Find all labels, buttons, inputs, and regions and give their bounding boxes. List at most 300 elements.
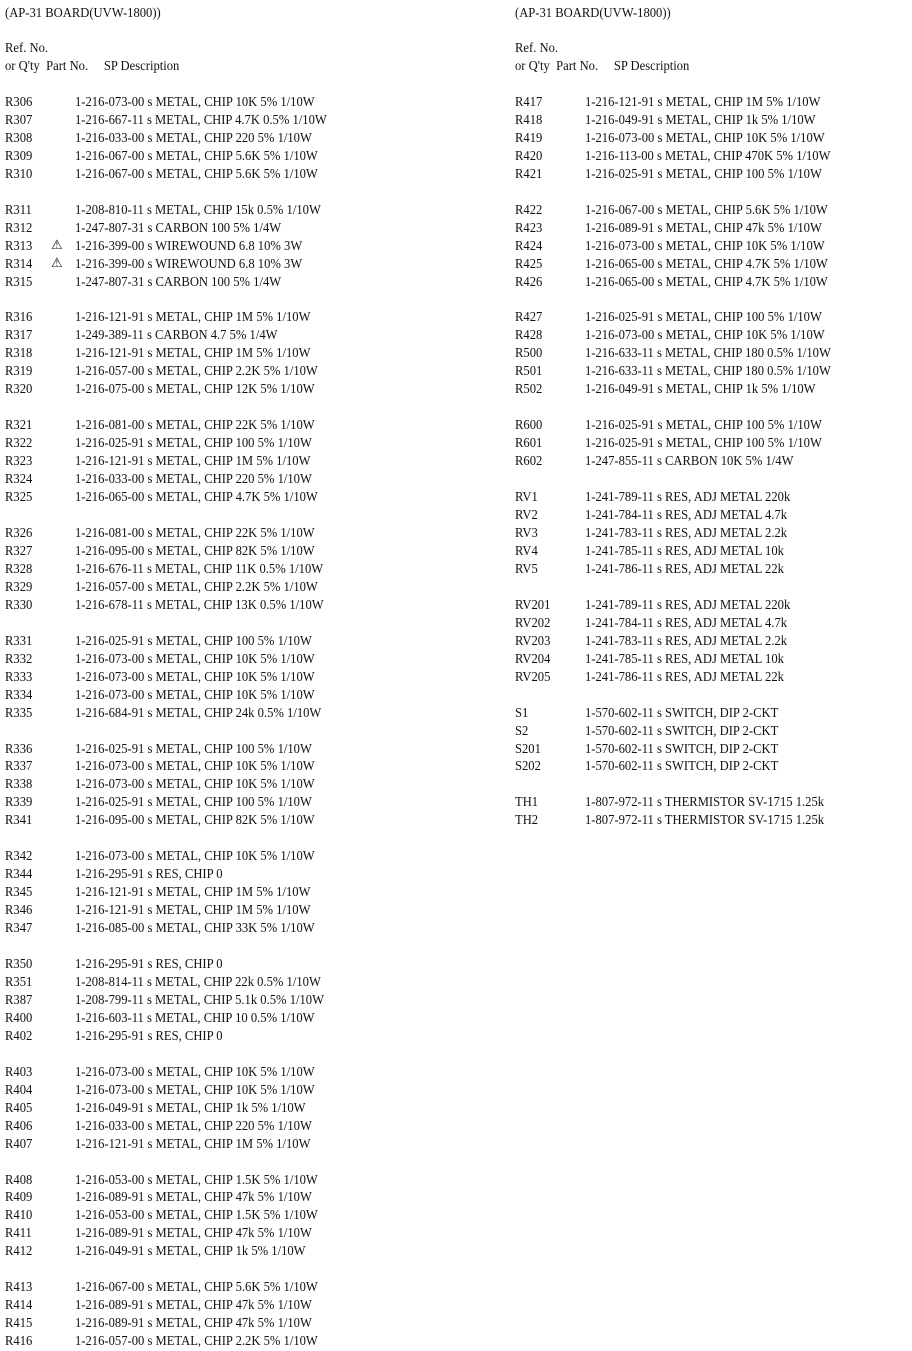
- ref-no: R324: [5, 472, 33, 487]
- part-entry: [75, 202, 321, 219]
- part-number: 1-216-089-91: [75, 1190, 145, 1205]
- sp-code: s: [147, 544, 153, 559]
- part-entry: [75, 1279, 318, 1296]
- part-number: 1-216-073-00: [75, 1065, 145, 1080]
- part-description: WIREWOUND 6.8 10% 3W: [155, 239, 303, 254]
- sp-code: s: [147, 1334, 153, 1349]
- sp-code: s: [147, 921, 153, 936]
- ref-no: R410: [5, 1208, 33, 1223]
- sp-code: s: [147, 221, 153, 236]
- ref-no: R427: [515, 310, 543, 325]
- sp-code: s: [656, 149, 662, 164]
- sp-code: s: [147, 777, 153, 792]
- part-number: 1-216-049-91: [585, 382, 655, 397]
- sp-code: s: [147, 346, 153, 361]
- part-description: METAL, CHIP 1k 5% 1/10W: [155, 1244, 306, 1259]
- ref-no: RV3: [515, 526, 538, 541]
- part-description: METAL, CHIP 1.5K 5% 1/10W: [155, 1173, 318, 1188]
- sp-code: s: [147, 454, 153, 469]
- sp-code: s: [147, 1065, 153, 1080]
- ref-no: R600: [515, 418, 543, 433]
- part-number: 1-216-057-00: [75, 364, 145, 379]
- ref-no: R328: [5, 562, 33, 577]
- part-number: 1-216-073-00: [585, 131, 655, 146]
- part-description: METAL, CHIP 100 5% 1/10W: [665, 167, 822, 182]
- ref-no: RV4: [515, 544, 538, 559]
- sp-code: s: [147, 670, 153, 685]
- part-entry: [75, 327, 278, 344]
- sp-code: s: [147, 1226, 153, 1241]
- part-number: 1-216-067-00: [75, 149, 145, 164]
- sp-code: s: [657, 275, 663, 290]
- sp-code: s: [147, 490, 153, 505]
- part-description: RES, CHIP 0: [155, 957, 223, 972]
- sp-code: s: [147, 903, 153, 918]
- sp-code: s: [147, 885, 153, 900]
- ref-no: R329: [5, 580, 33, 595]
- ref-no: R322: [5, 436, 33, 451]
- part-number: 1-241-785-11: [585, 544, 654, 559]
- sp-code: s: [657, 382, 663, 397]
- sp-code: s: [656, 508, 662, 523]
- ref-no: R417: [515, 95, 543, 110]
- part-description: METAL, CHIP 4.7K 5% 1/10W: [665, 257, 828, 272]
- part-number: 1-216-095-00: [75, 813, 145, 828]
- part-entry: [75, 992, 324, 1009]
- ref-no: R407: [5, 1137, 33, 1152]
- part-entry: [585, 741, 778, 758]
- part-entry: [75, 1172, 318, 1189]
- ref-no: R418: [515, 113, 543, 128]
- ref-no: R387: [5, 993, 33, 1008]
- ref-no: R326: [5, 526, 33, 541]
- part-number: 1-570-602-11: [585, 759, 654, 774]
- sp-code: s: [147, 1244, 153, 1259]
- sp-code: s: [657, 131, 663, 146]
- part-entry: [75, 1118, 312, 1135]
- part-entry: [75, 651, 315, 668]
- sp-code: s: [147, 95, 153, 110]
- part-number: 1-570-602-11: [585, 742, 654, 757]
- ref-no: R314: [5, 257, 33, 272]
- ref-no: R311: [5, 203, 32, 218]
- part-entry: [75, 130, 312, 147]
- ref-no: R327: [5, 544, 33, 559]
- part-number: 1-216-025-91: [75, 742, 145, 757]
- part-description: METAL, CHIP 10K 5% 1/10W: [155, 1065, 315, 1080]
- part-entry: [585, 812, 824, 829]
- board-title: (AP-31 BOARD(UVW-1800)): [5, 6, 161, 21]
- ref-no: R335: [5, 706, 33, 721]
- part-number: 1-216-049-91: [585, 113, 655, 128]
- sp-code: s: [147, 742, 153, 757]
- part-entry: [585, 705, 778, 722]
- part-description: THERMISTOR SV-1715 1.25k: [664, 795, 825, 810]
- part-description: METAL, CHIP 10K 5% 1/10W: [155, 759, 315, 774]
- sp-code: s: [147, 759, 153, 774]
- part-description: RES, ADJ METAL 10k: [665, 544, 784, 559]
- ref-no: R346: [5, 903, 33, 918]
- ref-no: R413: [5, 1280, 33, 1295]
- sp-code: s: [147, 1173, 153, 1188]
- part-number: 1-247-855-11: [585, 454, 654, 469]
- ref-no: R502: [515, 382, 543, 397]
- part-description: CARBON 4.7 5% 1/4W: [155, 328, 278, 343]
- part-number: 1-241-784-11: [585, 616, 654, 631]
- part-description: METAL, CHIP 4.7K 5% 1/10W: [155, 490, 318, 505]
- part-entry: [75, 1243, 306, 1260]
- sp-code: s: [656, 490, 662, 505]
- part-description: METAL, CHIP 4.7K 5% 1/10W: [665, 275, 828, 290]
- sp-code: s: [657, 436, 663, 451]
- part-entry: [585, 453, 793, 470]
- part-entry: [75, 669, 315, 686]
- sp-code: s: [147, 688, 153, 703]
- sp-code: s: [657, 418, 663, 433]
- sp-code: s: [147, 867, 153, 882]
- ref-no: S1: [515, 706, 529, 721]
- part-entry: [75, 884, 310, 901]
- part-number: 1-216-057-00: [75, 580, 145, 595]
- part-description: METAL, CHIP 1M 5% 1/10W: [155, 885, 311, 900]
- part-number: 1-807-972-11: [585, 795, 654, 810]
- ref-no: R350: [5, 957, 33, 972]
- part-description: METAL, CHIP 1k 5% 1/10W: [665, 113, 816, 128]
- part-number: 1-216-676-11: [75, 562, 144, 577]
- part-description: METAL, CHIP 10K 5% 1/10W: [155, 670, 315, 685]
- part-description: METAL, CHIP 100 5% 1/10W: [665, 418, 822, 433]
- part-number: 1-216-295-91: [75, 867, 145, 882]
- part-number: 1-216-065-00: [585, 257, 655, 272]
- part-number: 1-216-295-91: [75, 1029, 145, 1044]
- part-description: CARBON 100 5% 1/4W: [155, 221, 282, 236]
- part-number: 1-216-025-91: [585, 436, 655, 451]
- sp-code: s: [147, 1298, 153, 1313]
- part-number: 1-241-783-11: [585, 526, 654, 541]
- sp-code: s: [656, 598, 662, 613]
- sp-code: s: [146, 1011, 152, 1026]
- part-number: 1-216-295-91: [75, 957, 145, 972]
- ref-no: R332: [5, 652, 33, 667]
- part-description: SWITCH, DIP 2-CKT: [665, 724, 779, 739]
- part-number: 1-216-121-91: [75, 1137, 145, 1152]
- part-entry: [75, 381, 315, 398]
- ref-no: R601: [515, 436, 543, 451]
- part-description: METAL, CHIP 47k 5% 1/10W: [665, 221, 822, 236]
- sp-code: s: [147, 257, 153, 272]
- ref-no: R420: [515, 149, 543, 164]
- part-description: METAL, CHIP 10K 5% 1/10W: [665, 239, 825, 254]
- part-description: METAL, CHIP 5.6K 5% 1/10W: [155, 1280, 318, 1295]
- part-description: METAL, CHIP 180 0.5% 1/10W: [665, 346, 831, 361]
- ref-no: R321: [5, 418, 33, 433]
- part-entry: [75, 561, 323, 578]
- part-description: RES, ADJ METAL 4.7k: [665, 616, 788, 631]
- part-entry: [75, 1100, 306, 1117]
- ref-no: R347: [5, 921, 33, 936]
- part-number: 1-241-784-11: [585, 508, 654, 523]
- ref-no: R421: [515, 167, 543, 182]
- part-entry: [585, 525, 787, 542]
- part-entry: [585, 543, 784, 560]
- part-number: 1-216-121-91: [75, 885, 145, 900]
- part-entry: [585, 309, 822, 326]
- part-entry: [585, 130, 825, 147]
- part-number: 1-216-603-11: [75, 1011, 144, 1026]
- part-description: METAL, CHIP 13K 0.5% 1/10W: [155, 598, 324, 613]
- part-description: METAL, CHIP 47k 5% 1/10W: [155, 1226, 312, 1241]
- column-header-line-2: or Q'ty Part No. SP Description: [5, 59, 180, 74]
- part-number: 1-216-067-00: [585, 203, 655, 218]
- part-entry: [585, 327, 825, 344]
- part-number: 1-216-025-91: [75, 634, 145, 649]
- sp-code: s: [147, 1280, 153, 1295]
- part-number: 1-216-025-91: [75, 436, 145, 451]
- sp-code: s: [147, 849, 153, 864]
- part-entry: [75, 866, 223, 883]
- part-entry: [75, 489, 318, 506]
- part-description: RES, ADJ METAL 10k: [665, 652, 784, 667]
- sp-code: s: [147, 1137, 153, 1152]
- part-entry: [75, 274, 281, 291]
- sp-code: s: [657, 113, 663, 128]
- part-entry: [75, 1315, 312, 1332]
- part-number: 1-241-783-11: [585, 634, 654, 649]
- part-description: METAL, CHIP 47k 5% 1/10W: [155, 1190, 312, 1205]
- part-description: RES, ADJ METAL 2.2k: [665, 526, 788, 541]
- part-entry: [75, 1010, 315, 1027]
- safety-warning-icon: ⚠: [51, 256, 63, 271]
- part-description: RES, ADJ METAL 220k: [665, 490, 791, 505]
- part-entry: [75, 956, 223, 973]
- part-description: RES, ADJ METAL 22k: [665, 670, 784, 685]
- sp-code: s: [656, 562, 662, 577]
- sp-code: s: [147, 526, 153, 541]
- part-entry: [585, 615, 787, 632]
- part-description: METAL, CHIP 100 5% 1/10W: [665, 436, 822, 451]
- ref-no: R400: [5, 1011, 33, 1026]
- ref-no: R424: [515, 239, 543, 254]
- sp-code: s: [146, 975, 152, 990]
- part-entry: [75, 1333, 318, 1350]
- part-description: METAL, CHIP 33K 5% 1/10W: [155, 921, 315, 936]
- ref-no: R342: [5, 849, 33, 864]
- part-entry: [75, 1136, 310, 1153]
- sp-code: s: [657, 239, 663, 254]
- column-header-line-1: Ref. No.: [515, 41, 559, 56]
- sp-code: s: [147, 310, 153, 325]
- part-description: METAL, CHIP 12K 5% 1/10W: [155, 382, 315, 397]
- ref-no: R313: [5, 239, 33, 254]
- part-number: 1-216-073-00: [75, 652, 145, 667]
- part-description: METAL, CHIP 82K 5% 1/10W: [155, 544, 315, 559]
- sp-code: s: [657, 257, 663, 272]
- ref-no: R338: [5, 777, 33, 792]
- sp-code: s: [657, 203, 663, 218]
- sp-code: s: [656, 526, 662, 541]
- sp-code: s: [147, 795, 153, 810]
- part-description: RES, ADJ METAL 2.2k: [665, 634, 788, 649]
- part-description: METAL, CHIP 10K 5% 1/10W: [155, 95, 315, 110]
- part-entry: [75, 812, 315, 829]
- part-number: 1-216-075-00: [75, 382, 145, 397]
- ref-no: RV2: [515, 508, 538, 523]
- ref-no: R331: [5, 634, 33, 649]
- part-entry: [75, 1064, 315, 1081]
- ref-no: R500: [515, 346, 543, 361]
- sp-code: s: [656, 544, 662, 559]
- ref-no: R412: [5, 1244, 33, 1259]
- ref-no: S201: [515, 742, 541, 757]
- part-entry: [75, 525, 315, 542]
- ref-no: R344: [5, 867, 33, 882]
- ref-no: R406: [5, 1119, 33, 1134]
- sp-code: s: [656, 706, 662, 721]
- sp-code: s: [656, 364, 662, 379]
- part-description: RES, ADJ METAL 4.7k: [665, 508, 788, 523]
- part-entry: [75, 1082, 315, 1099]
- part-description: METAL, CHIP 10 0.5% 1/10W: [155, 1011, 315, 1026]
- part-entry: [585, 256, 828, 273]
- ref-no: R307: [5, 113, 33, 128]
- part-entry: [75, 902, 310, 919]
- sp-code: s: [656, 652, 662, 667]
- part-entry: [585, 166, 822, 183]
- part-description: CARBON 10K 5% 1/4W: [665, 454, 794, 469]
- part-entry: [75, 794, 312, 811]
- part-description: METAL, CHIP 10K 5% 1/10W: [155, 652, 315, 667]
- part-entry: [585, 220, 822, 237]
- ref-no: R602: [515, 454, 543, 469]
- part-entry: [75, 741, 312, 758]
- part-entry: [75, 148, 318, 165]
- part-number: 1-216-121-91: [585, 95, 655, 110]
- ref-no: RV1: [515, 490, 538, 505]
- part-entry: [75, 705, 321, 722]
- part-entry: [585, 238, 825, 255]
- part-number: 1-216-073-00: [75, 849, 145, 864]
- part-number: 1-216-095-00: [75, 544, 145, 559]
- part-description: METAL, CHIP 220 5% 1/10W: [155, 131, 312, 146]
- part-number: 1-216-073-00: [75, 1083, 145, 1098]
- sp-code: s: [147, 1029, 153, 1044]
- ref-no: R416: [5, 1334, 33, 1349]
- part-number: 1-216-121-91: [75, 346, 145, 361]
- part-number: 1-216-089-91: [585, 221, 655, 236]
- ref-no: S2: [515, 724, 529, 739]
- sp-code: s: [656, 454, 662, 469]
- ref-no: R333: [5, 670, 33, 685]
- sp-code: s: [656, 670, 662, 685]
- part-description: SWITCH, DIP 2-CKT: [665, 759, 779, 774]
- part-number: 1-216-121-91: [75, 454, 145, 469]
- ref-no: R325: [5, 490, 33, 505]
- ref-no: RV202: [515, 616, 551, 631]
- part-entry: [585, 274, 828, 291]
- sp-code: s: [147, 436, 153, 451]
- part-entry: [75, 238, 302, 255]
- sp-code: s: [147, 813, 153, 828]
- ref-no: R414: [5, 1298, 33, 1313]
- part-description: METAL, CHIP 220 5% 1/10W: [155, 472, 312, 487]
- sp-code: s: [147, 167, 153, 182]
- part-entry: [75, 1207, 318, 1224]
- sp-code: s: [656, 616, 662, 631]
- part-number: 1-216-667-11: [75, 113, 144, 128]
- ref-no: R345: [5, 885, 33, 900]
- sp-code: s: [147, 418, 153, 433]
- part-description: METAL, CHIP 4.7K 0.5% 1/10W: [155, 113, 327, 128]
- part-description: CARBON 100 5% 1/4W: [155, 275, 282, 290]
- part-entry: [585, 507, 787, 524]
- part-description: SWITCH, DIP 2-CKT: [665, 742, 779, 757]
- sp-code: s: [147, 275, 153, 290]
- sp-code: s: [146, 993, 152, 1008]
- ref-no: R402: [5, 1029, 33, 1044]
- sp-code: s: [656, 795, 662, 810]
- part-number: 1-208-814-11: [75, 975, 144, 990]
- ref-no: R320: [5, 382, 33, 397]
- sp-code: s: [657, 95, 663, 110]
- sp-code: s: [147, 634, 153, 649]
- sp-code: s: [147, 131, 153, 146]
- part-description: METAL, CHIP 100 5% 1/10W: [155, 634, 312, 649]
- part-entry: [585, 669, 784, 686]
- part-description: METAL, CHIP 1M 5% 1/10W: [155, 346, 311, 361]
- ref-no: R411: [5, 1226, 32, 1241]
- sp-code: s: [147, 364, 153, 379]
- ref-no: RV203: [515, 634, 551, 649]
- part-entry: [75, 220, 281, 237]
- sp-code: s: [656, 634, 662, 649]
- part-entry: [75, 1225, 312, 1242]
- part-number: 1-216-081-00: [75, 418, 145, 433]
- sp-code: s: [146, 203, 152, 218]
- part-number: 1-216-633-11: [585, 364, 654, 379]
- ref-no: R334: [5, 688, 33, 703]
- ref-no: R330: [5, 598, 33, 613]
- sp-code: s: [147, 1083, 153, 1098]
- part-number: 1-241-789-11: [585, 598, 654, 613]
- part-number: 1-216-025-91: [585, 418, 655, 433]
- part-number: 1-216-067-00: [75, 167, 145, 182]
- part-number: 1-216-065-00: [75, 490, 145, 505]
- ref-no: R419: [515, 131, 543, 146]
- part-entry: [75, 363, 318, 380]
- ref-no: R312: [5, 221, 33, 236]
- part-entry: [75, 309, 310, 326]
- part-description: RES, CHIP 0: [155, 867, 223, 882]
- part-number: 1-216-073-00: [75, 670, 145, 685]
- sp-code: s: [146, 562, 152, 577]
- part-entry: [585, 651, 784, 668]
- part-entry: [585, 94, 820, 111]
- sp-code: s: [656, 724, 662, 739]
- part-number: 1-241-786-11: [585, 562, 654, 577]
- sp-code: s: [146, 113, 152, 128]
- ref-no: R422: [515, 203, 543, 218]
- part-entry: [585, 112, 816, 129]
- sp-code: s: [656, 813, 662, 828]
- sp-code: s: [147, 652, 153, 667]
- part-entry: [585, 758, 778, 775]
- part-number: 1-216-684-91: [75, 706, 145, 721]
- part-number: 1-216-121-91: [75, 903, 145, 918]
- ref-no: R404: [5, 1083, 33, 1098]
- part-entry: [585, 633, 787, 650]
- part-number: 1-216-121-91: [75, 310, 145, 325]
- ref-no: R310: [5, 167, 33, 182]
